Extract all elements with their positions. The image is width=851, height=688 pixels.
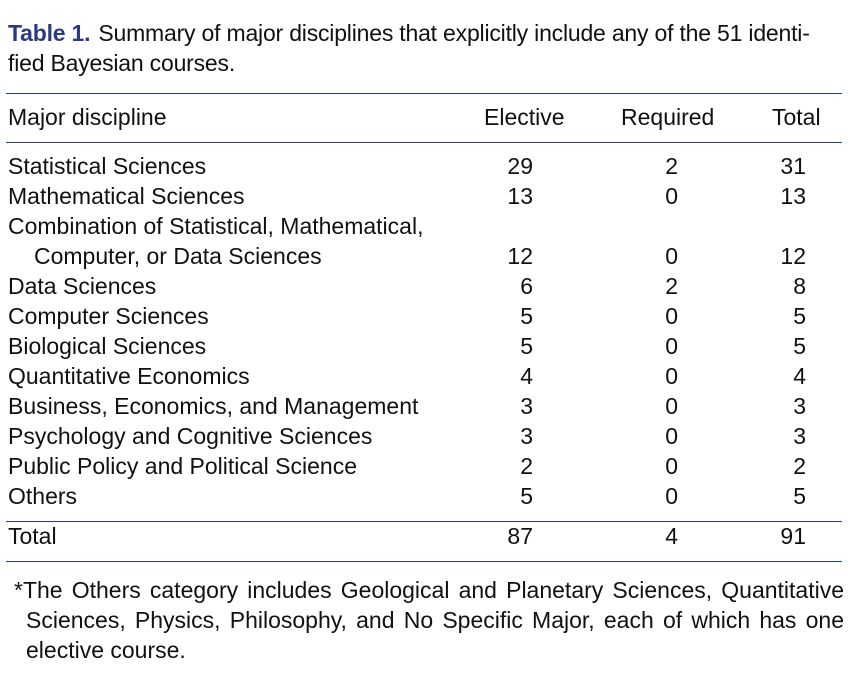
required-cell: 0	[665, 183, 678, 209]
table-row	[0, 481, 851, 511]
discipline-cell: Combination of Statistical, Mathematical,	[8, 213, 424, 239]
table-row-continuation	[0, 241, 851, 271]
discipline-cell-continued: Computer, or Data Sciences	[34, 243, 322, 269]
elective-cell: 5	[520, 303, 533, 329]
header-required: Required	[621, 104, 715, 130]
header-major-discipline: Major discipline	[8, 104, 167, 130]
table-row	[0, 151, 851, 181]
required-cell: 2	[665, 153, 678, 179]
table-label: Table 1.	[8, 20, 91, 46]
required-cell: 0	[665, 393, 678, 419]
required-cell: 2	[665, 273, 678, 299]
elective-cell: 4	[520, 363, 533, 389]
required-cell: 0	[665, 423, 678, 449]
elective-cell: 5	[520, 333, 533, 359]
discipline-cell: Business, Economics, and Management	[8, 393, 419, 419]
elective-cell: 12	[507, 243, 533, 269]
table-total-row	[0, 521, 851, 551]
discipline-cell: Public Policy and Political Science	[8, 453, 358, 479]
required-cell: 0	[665, 333, 678, 359]
elective-cell: 3	[520, 393, 533, 419]
header-rule	[6, 142, 842, 143]
elective-cell: 5	[520, 483, 533, 509]
discipline-cell: Others	[8, 483, 78, 509]
elective-cell: 13	[507, 183, 533, 209]
top-rule	[6, 93, 842, 94]
total-cell: 12	[780, 243, 806, 269]
header-elective: Elective	[484, 104, 565, 130]
table-row	[0, 301, 851, 331]
table-row	[0, 391, 851, 421]
discipline-cell: Psychology and Cognitive Sciences	[8, 423, 373, 449]
discipline-cell: Quantitative Economics	[8, 363, 250, 389]
total-cell: 8	[793, 273, 806, 299]
table-caption	[8, 18, 844, 78]
table-header-row	[0, 102, 851, 132]
total-label: Total	[8, 523, 57, 549]
header-total: Total	[772, 104, 821, 130]
total-total: 91	[780, 523, 806, 549]
elective-cell: 6	[520, 273, 533, 299]
table-row	[0, 181, 851, 211]
discipline-cell: Data Sciences	[8, 273, 157, 299]
required-cell: 0	[665, 243, 678, 269]
table-row	[0, 361, 851, 391]
discipline-cell: Mathematical Sciences	[8, 183, 245, 209]
required-cell: 0	[665, 303, 678, 329]
total-cell: 2	[793, 453, 806, 479]
table-row	[0, 421, 851, 451]
total-cell: 5	[793, 483, 806, 509]
total-cell: 31	[780, 153, 806, 179]
elective-cell: 3	[520, 423, 533, 449]
discipline-cell: Biological Sciences	[8, 333, 207, 359]
required-cell: 0	[665, 483, 678, 509]
total-cell: 5	[793, 333, 806, 359]
total-elective: 87	[507, 523, 533, 549]
total-cell: 4	[793, 363, 806, 389]
required-cell: 0	[665, 453, 678, 479]
elective-cell: 29	[507, 153, 533, 179]
caption-text: Summary of major disciplines that explicitly include any of the 51 identi-fied Bayesian courses.	[8, 20, 810, 76]
elective-cell: 2	[520, 453, 533, 479]
total-cell: 3	[793, 423, 806, 449]
discipline-cell: Computer Sciences	[8, 303, 209, 329]
table-row	[0, 271, 851, 301]
bottom-rule	[6, 561, 842, 562]
total-required: 4	[665, 523, 678, 549]
table-row	[0, 211, 851, 241]
total-cell: 13	[780, 183, 806, 209]
table-footnote: *The Others category includes Geological and Planetary Sciences, Quantitative Sciences, Physics, Philosophy, and No Specific Major, each of which has one elective course.	[14, 577, 844, 663]
total-cell: 3	[793, 393, 806, 419]
discipline-cell: Statistical Sciences	[8, 153, 207, 179]
total-cell: 5	[793, 303, 806, 329]
required-cell: 0	[665, 363, 678, 389]
table-row	[0, 451, 851, 481]
table-row	[0, 331, 851, 361]
